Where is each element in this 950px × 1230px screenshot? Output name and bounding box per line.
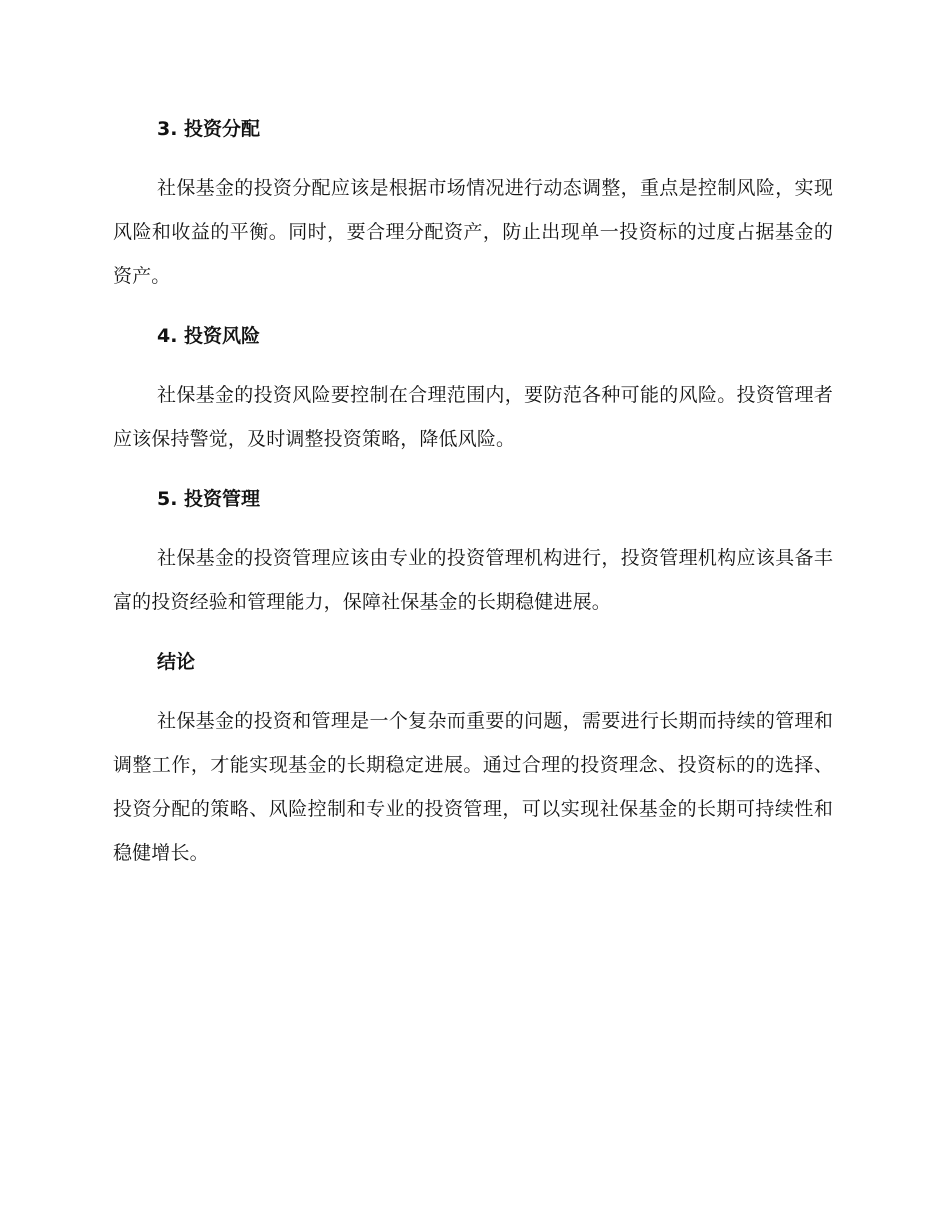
- section-heading-investment-allocation: 3. 投资分配: [157, 118, 261, 140]
- section-paragraph-conclusion: 社保基金的投资和管理是一个复杂而重要的问题，需要进行长期而持续的管理和调整工作，才能实现基金的长期稳定进展。通过合理的投资理念、投资标的的选择、投资分配的策略、风险控制和专业的投资管理，可以实现社保基金的长期可持续性和稳健增长。: [113, 710, 833, 864]
- section-heading-conclusion: 结论: [157, 651, 196, 673]
- section-heading-investment-risk: 4. 投资风险: [157, 325, 261, 347]
- section-paragraph-investment-risk: 社保基金的投资风险要控制在合理范围内，要防范各种可能的风险。投资管理者应该保持警觉，及时调整投资策略，降低风险。: [113, 384, 833, 450]
- section-heading-investment-management: 5. 投资管理: [157, 488, 261, 510]
- document-page: [113, 112, 833, 875]
- section-paragraph-investment-allocation: 社保基金的投资分配应该是根据市场情况进行动态调整，重点是控制风险，实现风险和收益的平衡。同时，要合理分配资产，防止出现单一投资标的过度占据基金的资产。: [113, 177, 833, 287]
- section-paragraph-investment-management: 社保基金的投资管理应该由专业的投资管理机构进行，投资管理机构应该具备丰富的投资经验和管理能力，保障社保基金的长期稳健进展。: [113, 547, 833, 613]
